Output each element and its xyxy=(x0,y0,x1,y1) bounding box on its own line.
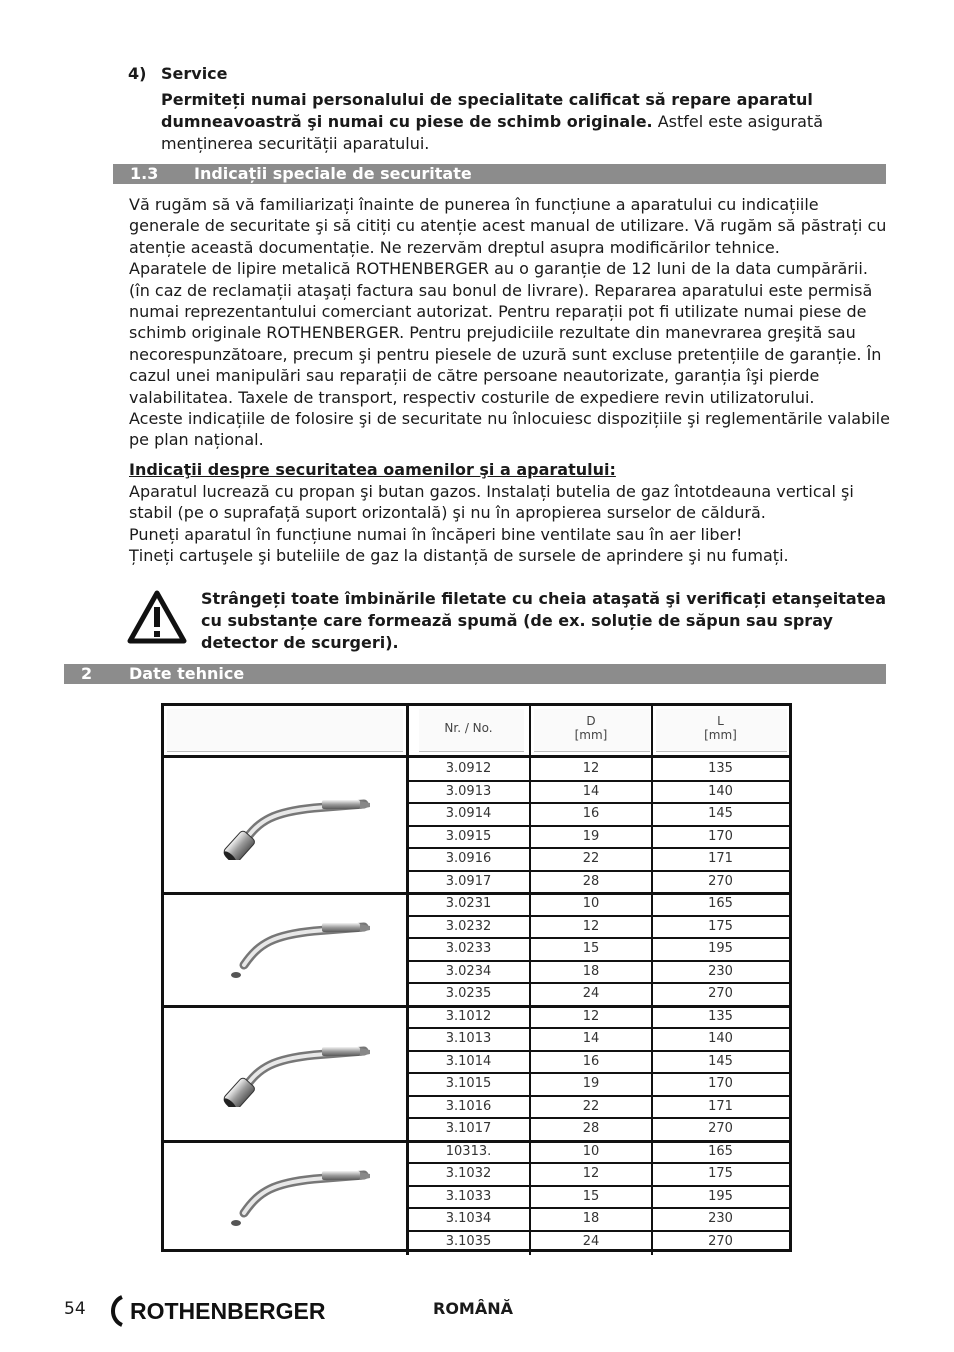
rothenberger-logo xyxy=(108,1292,348,1330)
cell-l: 140 xyxy=(708,1031,733,1046)
cell-l: 195 xyxy=(708,1188,733,1204)
burner-attachment-image xyxy=(214,1161,374,1231)
cell-l: 195 xyxy=(708,941,733,956)
cell-nr: 3.1017 xyxy=(445,1121,492,1136)
cell-l: 175 xyxy=(708,918,733,934)
cell-d: 22 xyxy=(582,1098,600,1114)
cell-d: 12 xyxy=(582,1166,600,1181)
header-nr xyxy=(407,721,530,735)
text-line: necorespunzătoare, precum şi pentru piesele de uzură sunt excluse pretențiile de garanție. În xyxy=(129,344,882,364)
cell-nr: 3.0231 xyxy=(445,896,492,911)
text-line: generale de securitate şi să citiți cu atenție acest manual de utilizare. Vă rugăm să păstrați cu xyxy=(129,216,887,236)
safety-paragraph xyxy=(129,481,864,567)
text-line: Puneți aparatul în funcțiune numai în încăperi bine ventilate sau în aer liber! xyxy=(129,524,743,544)
cell-d: 14 xyxy=(582,783,600,799)
cell-nr: 3.1012 xyxy=(445,1008,492,1024)
cell-l: 135 xyxy=(708,761,733,776)
cell-nr: 3.0234 xyxy=(445,963,492,979)
cell-nr: 3.1015 xyxy=(445,1076,492,1091)
language-label: ROMÂNĂ xyxy=(433,1299,513,1318)
burner-attachment-image xyxy=(214,1037,374,1107)
cell-d: 16 xyxy=(582,1053,600,1069)
cell-nr: 3.1034 xyxy=(445,1211,492,1226)
text-line: Țineți cartuşele şi buteliile de gaz la distanță de sursele de aprindere şi nu fumați. xyxy=(129,546,789,566)
cell-l: 270 xyxy=(708,1121,733,1136)
cell-d: 24 xyxy=(582,986,600,1001)
body-paragraph xyxy=(129,194,890,451)
cell-d: 18 xyxy=(582,1211,600,1226)
cell-l: 135 xyxy=(708,1008,733,1024)
text-line: numai reprezentantului comerciant autorizat. Pentru reparații pot fi utilizate numai piese de xyxy=(129,302,867,322)
cell-d: 14 xyxy=(582,1031,600,1046)
text-line: detector de scurgeri). xyxy=(201,633,399,652)
cell-d: 12 xyxy=(582,761,600,776)
cell-l: 270 xyxy=(708,873,733,889)
text-line: Strângeți toate îmbinările filetate cu cheia ataşată şi verificați etanşeitatea xyxy=(201,589,887,608)
cell-l: 165 xyxy=(708,896,733,911)
cell-nr: 3.1013 xyxy=(445,1031,492,1046)
cell-d: 12 xyxy=(582,918,600,934)
text-line: cazul unei manipulări sau reparații de către persoane neautorizate, garanția îşi pierde xyxy=(129,366,820,386)
page-number: 54 xyxy=(64,1299,86,1319)
text-line: (în caz de reclamații ataşați factura sau bonul de livrare). Repararea aparatului este permisă xyxy=(129,280,873,300)
cell-nr: 3.1032 xyxy=(445,1166,492,1181)
text-line: pe plan național. xyxy=(129,430,264,450)
cell-d: 22 xyxy=(582,851,600,866)
text-line: cu substanțe care formează spumă (de ex. soluție de săpun sau spray xyxy=(201,611,833,630)
cell-nr: 3.0232 xyxy=(445,918,492,934)
section-title: Date tehnice xyxy=(129,664,245,683)
cell-d: 10 xyxy=(582,1143,600,1159)
header-d-line: D xyxy=(586,714,596,728)
cell-d: 19 xyxy=(582,828,600,844)
logo-text: ROTHENBERGER xyxy=(130,1298,326,1324)
text-line: valabilitatea. Taxele de transport, respectiv costurile de expediere revin utilizatorului. xyxy=(129,387,815,407)
header-l-line: L xyxy=(717,714,724,728)
cell-d: 15 xyxy=(582,941,600,956)
cell-d: 19 xyxy=(582,1076,600,1091)
cell-l: 170 xyxy=(708,828,733,844)
cell-l: 171 xyxy=(708,851,733,866)
cell-d: 28 xyxy=(582,873,600,889)
cell-l: 175 xyxy=(708,1166,733,1181)
text-line: Aparatul lucrează cu propan şi butan gazos. Instalați butelia de gaz întotdeauna vertical şi xyxy=(129,482,854,501)
cell-nr: 3.0913 xyxy=(445,783,492,799)
section-header-1-3 xyxy=(113,164,886,184)
cell-nr: 3.0916 xyxy=(445,851,492,866)
section-header-2 xyxy=(64,664,886,684)
section-number: 2 xyxy=(81,664,93,683)
cell-d: 10 xyxy=(582,896,600,911)
cell-nr: 3.0235 xyxy=(445,986,492,1001)
burner-attachment-image xyxy=(214,790,374,860)
cell-l: 165 xyxy=(708,1143,733,1159)
cell-l: 230 xyxy=(708,1211,733,1226)
text-line: schimb originale ROTHENBERGER. Pentru prejudiciile rezultate din manevrarea greşită sau xyxy=(129,323,856,343)
service-number: 4) xyxy=(128,64,147,83)
text-line: Vă rugăm să vă familiarizați înainte de punerea în funcțiune a aparatului cu indicațiile xyxy=(129,195,819,214)
service-text xyxy=(161,89,891,155)
section-title: Indicații speciale de securitate xyxy=(194,164,472,183)
service-text-normal: Astfel este asigurată menținerea securității aparatului. xyxy=(161,112,823,153)
cell-l: 230 xyxy=(708,963,733,979)
cell-l: 270 xyxy=(708,1233,733,1249)
safety-heading: Indicaţii despre securitatea oamenilor şi a aparatului: xyxy=(129,460,616,479)
text-line: atenție această documentație. Ne rezervăm dreptul asupra modificărilor tehnice. xyxy=(129,237,780,257)
cell-nr: 3.1014 xyxy=(445,1053,492,1069)
cell-l: 171 xyxy=(708,1098,733,1114)
burner-attachment-image xyxy=(214,913,374,983)
cell-d: 16 xyxy=(582,806,600,821)
cell-d: 28 xyxy=(582,1121,600,1136)
service-text-bold: Permiteți numai personalului de specialitate calificat să repare aparatul dumneavoastră şi numai cu piese de schimb originale. xyxy=(161,90,813,131)
cell-nr: 3.0915 xyxy=(445,828,492,844)
cell-d: 15 xyxy=(582,1188,600,1204)
header-l-line: [mm] xyxy=(704,728,737,742)
cell-nr: 3.0912 xyxy=(445,761,492,776)
header-frame xyxy=(167,709,403,752)
cell-nr: 3.1016 xyxy=(445,1098,492,1114)
cell-l: 145 xyxy=(708,806,733,821)
text-line: stabil (pe o suprafață suport orizontală) şi nu în apropierea surselor de căldură. xyxy=(129,503,766,523)
cell-nr: 3.0233 xyxy=(445,941,492,956)
cell-d: 12 xyxy=(582,1008,600,1024)
cell-l: 140 xyxy=(708,783,733,799)
text-line: Aparatele de lipire metalică ROTHENBERGER au o garanție de 12 luni de la data cumpărării. xyxy=(129,259,868,279)
text-line: Aceste indicațiile de folosire şi de securitate nu înlocuiesc dispozițiile şi reglementările valabile xyxy=(129,409,890,429)
warning-text xyxy=(201,588,887,654)
header-l xyxy=(652,714,789,742)
cell-nr: 3.0917 xyxy=(445,873,492,889)
cell-nr: 3.0914 xyxy=(445,806,492,821)
cell-d: 18 xyxy=(582,963,600,979)
header-d xyxy=(530,714,652,742)
cell-l: 270 xyxy=(708,986,733,1001)
cell-l: 170 xyxy=(708,1076,733,1091)
cell-l: 145 xyxy=(708,1053,733,1069)
header-d-line: [mm] xyxy=(574,728,608,742)
header-nr-line: Nr. / No. xyxy=(444,721,493,735)
cell-nr: 3.1035 xyxy=(445,1233,492,1249)
cell-nr: 3.1033 xyxy=(445,1188,492,1204)
service-title: Service xyxy=(161,64,228,83)
technical-data-table xyxy=(161,703,792,1252)
cell-d: 24 xyxy=(582,1233,600,1249)
section-number: 1.3 xyxy=(130,164,159,183)
cell-nr: 10313. xyxy=(445,1143,492,1159)
warning-triangle-icon xyxy=(127,590,187,644)
